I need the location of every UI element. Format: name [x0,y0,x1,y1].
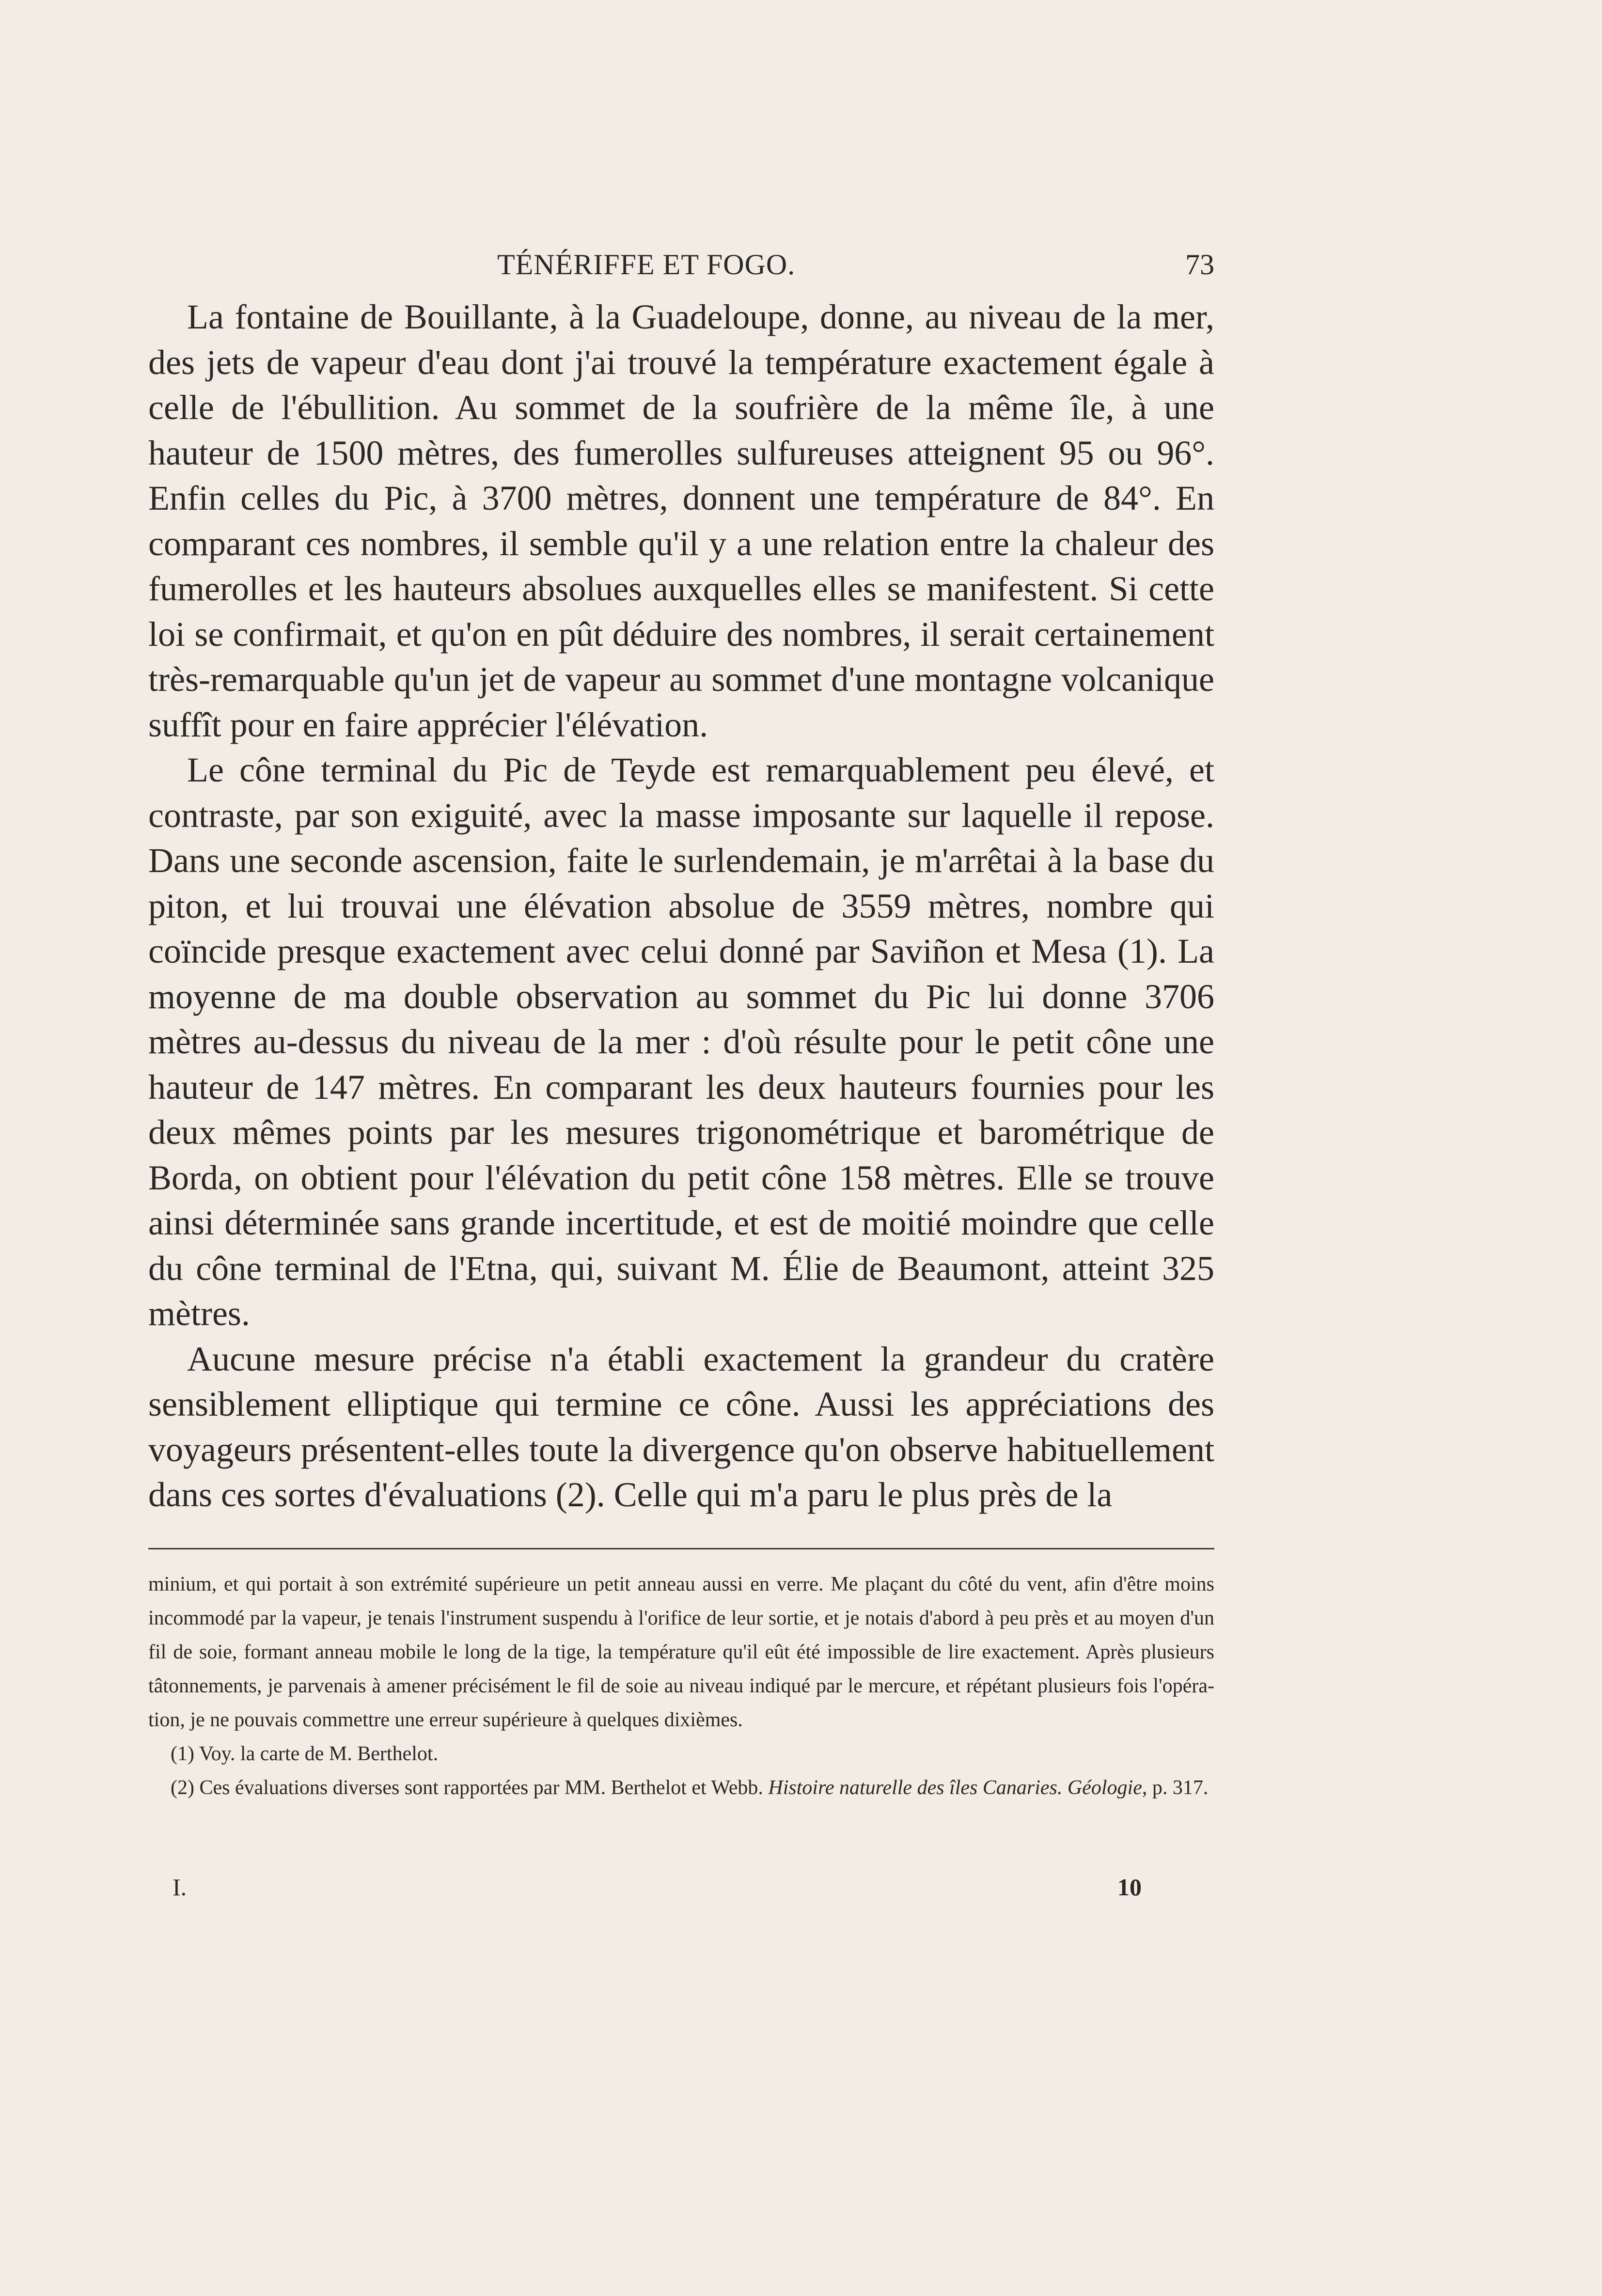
footnote-2-text: (2) Ces évaluations diverses sont rapportées par MM. Berthelot et Webb. [171,1777,763,1799]
running-head [148,248,1214,292]
footnote-2 [148,1771,1214,1805]
main-text [148,295,1214,1518]
page-number: 73 [1185,249,1214,281]
paragraph: Aucune mesure précise n'a établi exactement la grandeur du cratère sensiblement elliptique qui termine ce cône. Aussi les appréciations des voyageurs présentent-elles toute la divergence qu'on observe habituellement dans ces sortes d'évaluations (2). Celle qui m'a paru le plus près de la [148,1339,1214,1514]
footnote-continuation: minium, et qui portait à son extrémité supérieure un petit anneau aussi en verre. Me plaçant du côté du vent, afin d'être moins incommodé par la vapeur, je tenais l'instrument suspendu à l'orifice de leur sortie, et je notais d'abord à peu près et au moyen d'un fil de soie, formant anneau mobile le long de la tige, la température qu'il eût été impossible de lire exactement. Après plusieurs tâtonnements, je parvenais à amener précisément le fil de soie au niveau indiqué par le mercure, et répétant plusieurs fois l'opération, je ne pouvais commettre une erreur supérieure à quelques dixièmes. [148,1573,1214,1731]
footnote-1: (1) Voy. la carte de M. Berthelot. [171,1743,439,1765]
footnotes [148,1567,1214,1805]
footnote-2-citation: Histoire naturelle des îles Canaries. Géologie [768,1777,1142,1799]
signature-line [148,1873,1214,1912]
paragraph: Le cône terminal du Pic de Teyde est remarquablement peu élevé, et contraste, par son exiguité, avec la masse imposante sur laquelle il repose. Dans une seconde ascension, faite le surlendemain, je m'arrêtai à la base du piton, et lui trouvai une élévation absolue de 3559 mètres, nombre qui coïncide presque exactement avec celui donné par Saviñon et Mesa (1). La moyenne de ma double observation au sommet du Pic lui donne 3706 mètres au-dessus du niveau de la mer : d'où résulte pour le petit cône une hauteur de 147 mètres. En comparant les deux hauteurs fournies pour les deux mêmes points par les mesures trigonométrique et barométrique de Borda, on obtient pour l'élévation du petit cône 158 mètres. Elle se trouve ainsi déterminée sans grande incertitude, et est de moitié moindre que celle du cône terminal de l'Etna, qui, suivant M. Élie de Beaumont, atteint 325 mètres. [148,750,1214,1333]
running-title: TÉNÉRIFFE ET FOGO. [497,249,796,281]
footnote-divider [148,1548,1214,1549]
paragraph: La fontaine de Bouillante, à la Guadeloupe, donne, au niveau de la mer, des jets de vapeur d'eau dont j'ai trouvé la température exactement égale à celle de l'ébullition. Au sommet de la soufrière de la même île, à une hauteur de 1500 mètres, des fumerolles sulfureuses atteignent 95 ou 96°. Enfin celles du Pic, à 3700 mètres, donnent une température de 84°. En comparant ces nombres, il semble qu'il y a une relation entre la chaleur des fumerolles et les hauteurs absolues auxquelles elles se manifestent. Si cette loi se confirmait, et qu'on en pût déduire des nombres, il serait certainement très-remarquable qu'un jet de vapeur au sommet d'une montagne volcanique suffît pour en faire apprécier l'élévation. [148,297,1214,744]
sheet-signature: 10 [1117,1874,1142,1901]
footnote-2-tail: , p. 317. [1142,1777,1209,1799]
volume-mark: I. [173,1874,187,1901]
